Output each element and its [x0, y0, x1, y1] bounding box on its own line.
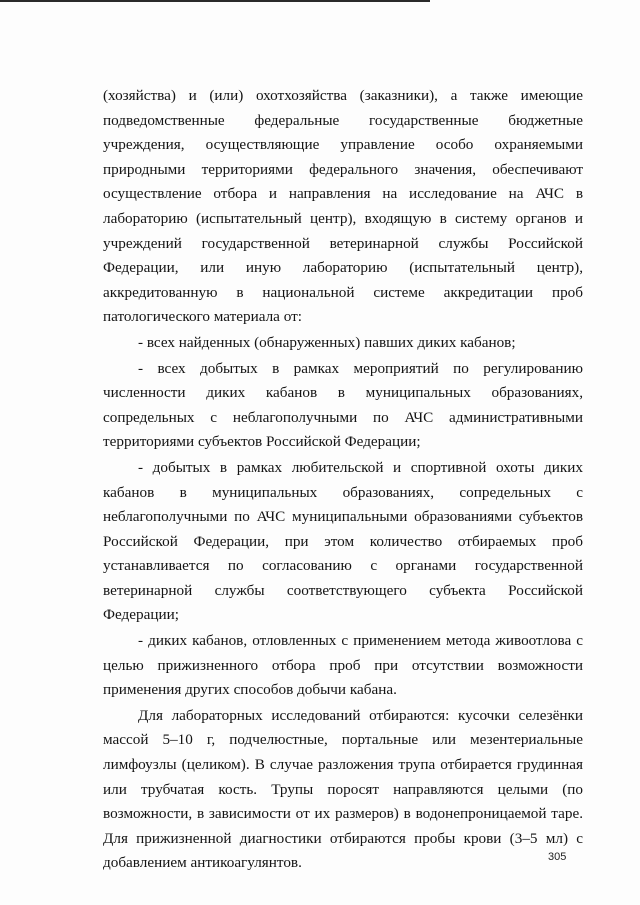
page-number: 305: [548, 851, 567, 863]
paragraph-lab-tests: Для лабораторных исследований отбираются: кусочки селезёнки массой 5–10 г, подчелюстные, портальные или мезентериальные лимфоузлы (целиком). В случае разложения трупа отбирается грудинная или трубчатая кость. Трупы поросят направляются целыми (по возможности, в зависимости от их размеров) в водонепроницаемой таре. Для прижизненной диагностики отбираются пробы крови (3–5 мл) с добавлением антикоагулянтов.: [103, 706, 583, 872]
paragraph-list-item-1: - всех найденных (обнаруженных) павших диких кабанов;: [138, 333, 516, 351]
paragraph-intro: (хозяйства) и (или) охотхозяйства (заказники), а также имеющие подведомственные федеральные государственные бюджетные учреждения, осуществляющие управление особо охраняемыми природными территориями федерального значения, обеспечивают осуществление отбора и направления на исследование на АЧС в лабораторию (испытательный центр), входящую в систему органов и учреждений государственной ветеринарной службы Российской Федерации, или иную лабораторию (испытательный центр), аккредитованную в национальной системе аккредитации проб патологического материала от:: [103, 87, 583, 326]
top-border-line: [0, 0, 430, 2]
paragraph-list-item-4: - диких кабанов, отловленных с применением метода живоотлова с целью прижизненного отбора проб при отсутствии возможности применения других способов добычи кабана.: [103, 632, 583, 699]
paragraph-list-item-3: - добытых в рамках любительской и спортивной охоты диких кабанов в муниципальных образованиях, сопредельных с неблагополучными по АЧС муниципальными образованиями субъектов Российской Федерации, при этом количество отбираемых проб устанавливается по согласованию с органами государственной ветеринарной службы соответствующего субъекта Российской Федерации;: [103, 458, 583, 624]
body-text: [103, 84, 583, 876]
paragraph-list-item-2: - всех добытых в рамках мероприятий по регулированию численности диких кабанов в муниципальных образованиях, сопредельных с неблагополучными по АЧС административными территориями субъектов Российской Федерации;: [103, 359, 583, 451]
